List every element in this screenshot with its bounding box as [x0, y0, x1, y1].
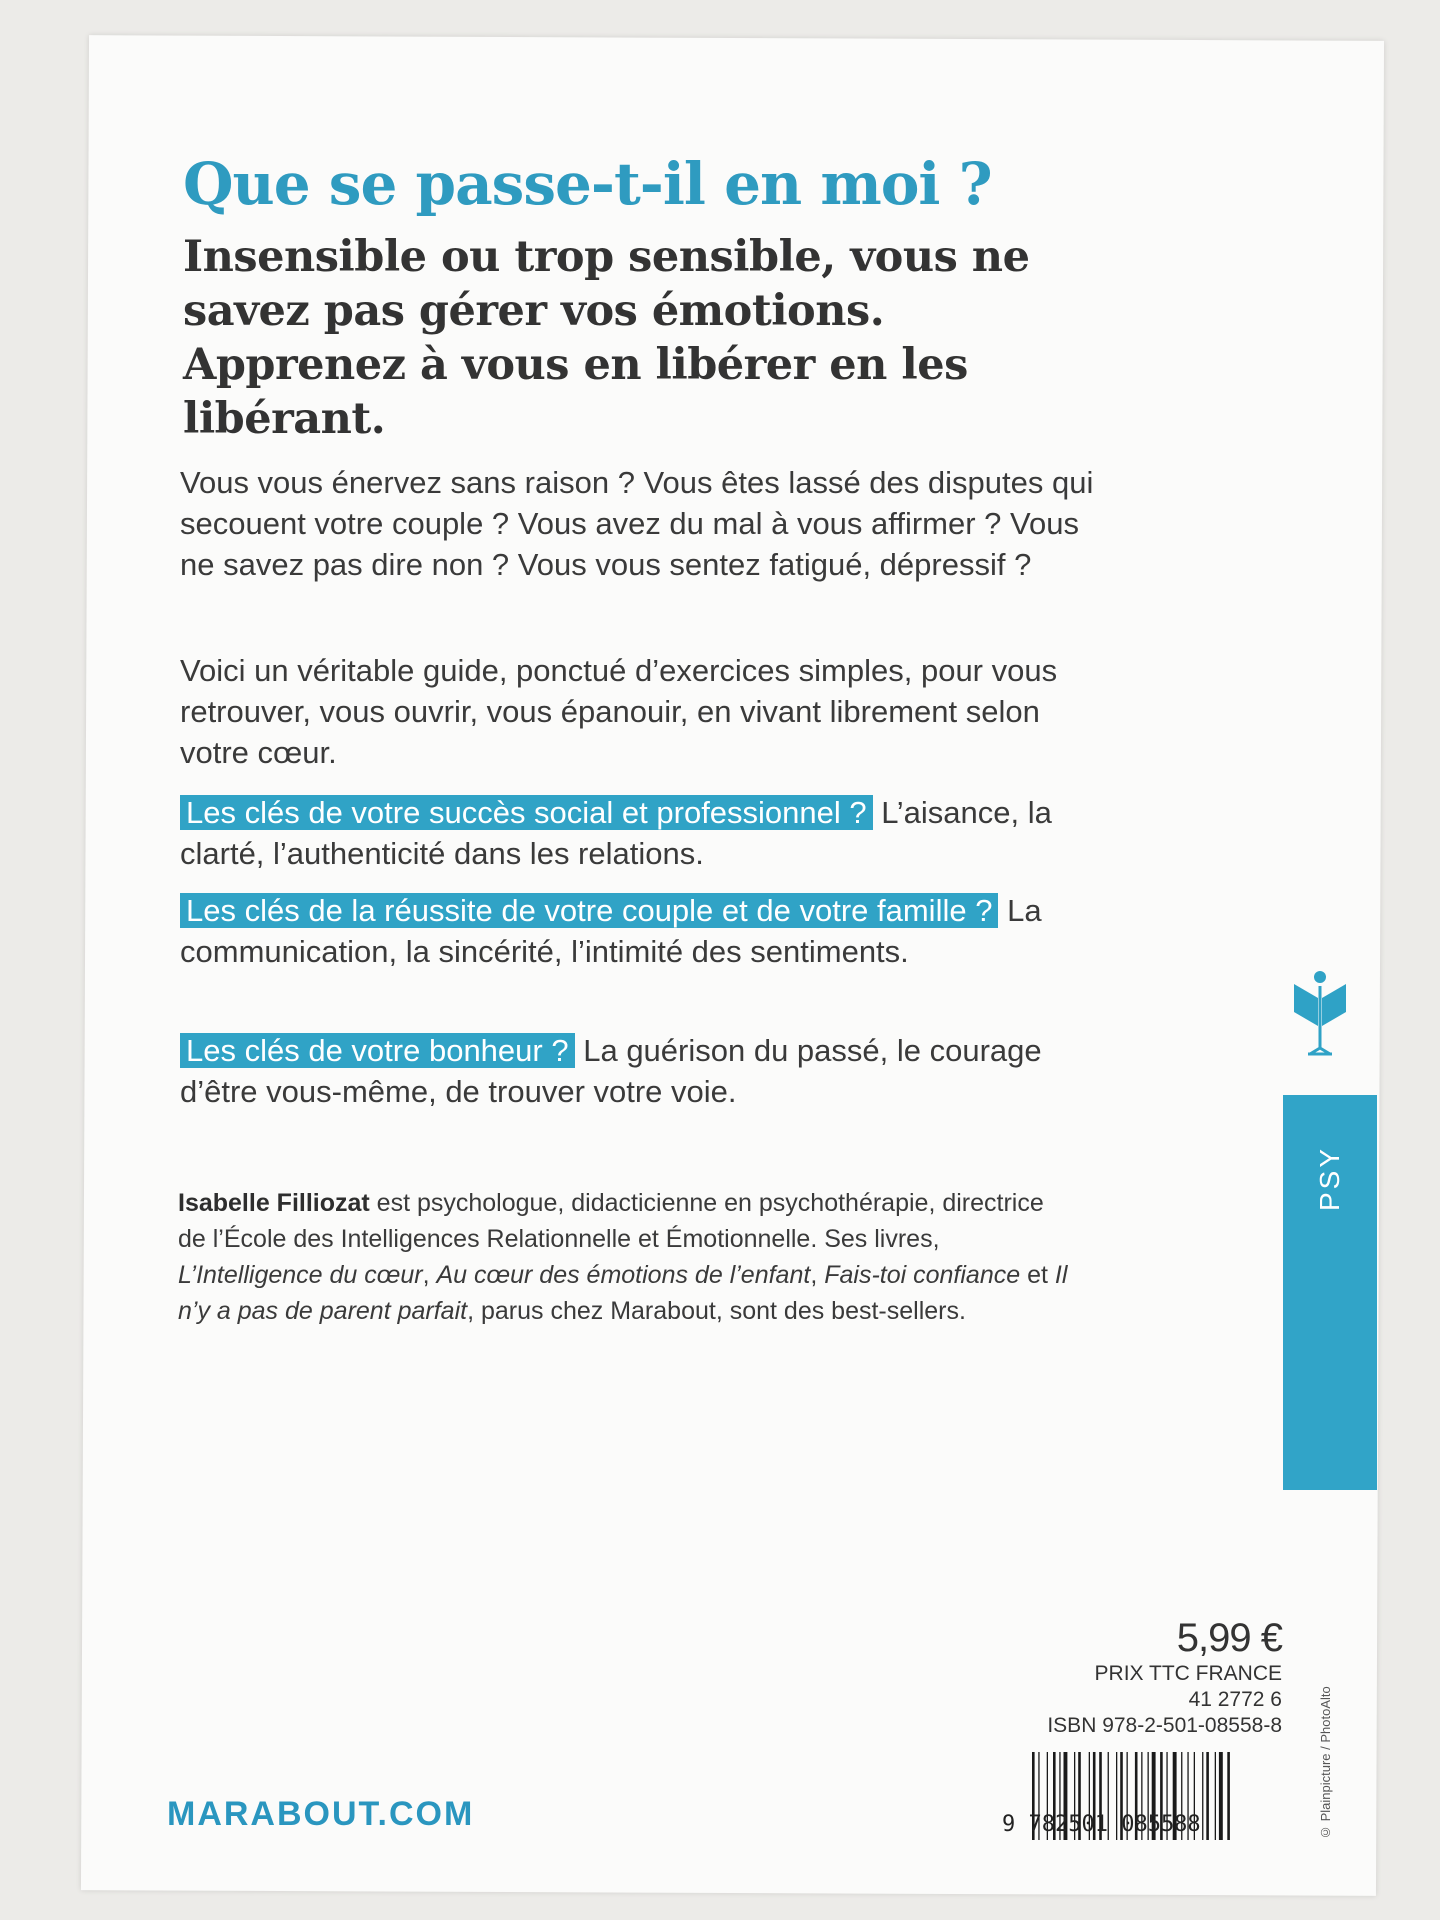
key-highlight: Les clés de votre bonheur ?	[180, 1033, 575, 1068]
guide-paragraph: Voici un véritable guide, ponctué d’exercices simples, pour vous retrouver, vous ouvrir, vous épanouir, en vivant librement selon votre cœur.	[180, 653, 1058, 770]
barcode-digits: 9 782501 085588	[1002, 1812, 1201, 1837]
marabout-reader-logo-icon	[1292, 968, 1348, 1060]
price-block	[1047, 1615, 1282, 1739]
bio-text: ,	[810, 1261, 825, 1289]
website-link[interactable]: MARABOUT.COM	[167, 1795, 475, 1833]
bio-text: ,	[422, 1261, 437, 1289]
key-item-couple	[180, 890, 1115, 972]
key-highlight: Les clés de la réussite de votre couple et de votre famille ?	[180, 893, 998, 928]
key-text: L’aisance, la clarté, l’authenticité dans les relations.	[180, 795, 1052, 871]
bio-text: et	[1020, 1261, 1055, 1289]
isbn: ISBN 978-2-501-08558-8	[1047, 1714, 1282, 1737]
bio-text: , parus chez Marabout, sont des best-sellers.	[467, 1297, 966, 1325]
category-label: PSY	[1314, 1145, 1345, 1211]
key-text: La communication, la sincérité, l’intimité des sentiments.	[180, 893, 1042, 969]
key-highlight: Les clés de votre succès social et professionnel ?	[180, 795, 873, 830]
subtitle: Insensible ou trop sensible, vous ne savez pas gérer vos émotions. Apprenez à vous en libérer en les libérant.	[183, 232, 1030, 444]
key-item-social	[180, 792, 1115, 874]
book-title: Fais-toi confiance	[824, 1261, 1021, 1289]
photo-credit: © Plainpicture / PhotoAlto	[1318, 1686, 1333, 1840]
key-item-happiness	[180, 1030, 1115, 1112]
price-label: PRIX TTC FRANCE	[1094, 1662, 1282, 1685]
reference-code: 41 2772 6	[1188, 1688, 1282, 1711]
book-title: Il n’y a pas de parent parfait	[178, 1261, 1068, 1325]
price: 5,99 €	[1176, 1616, 1282, 1660]
book-title: L’Intelligence du cœur	[178, 1261, 423, 1289]
intro-paragraph: Vous vous énervez sans raison ? Vous êtes lassé des disputes qui secouent votre couple ? Vous avez du mal à vous affirmer ? Vous ne savez pas dire non ? Vous vous sentez fatigué, dépressif ?	[180, 465, 1094, 582]
author-name: Isabelle Filliozat	[178, 1189, 370, 1217]
bio-text: est psychologue, didacticienne en psychothérapie, directrice de l’École des Intelligences Relationnelle et Émotionnelle. Ses livres,	[178, 1189, 1044, 1253]
book-title: Au cœur des émotions de l’enfant	[436, 1261, 811, 1289]
key-text: La guérison du passé, le courage d’être vous-même, de trouver votre voie.	[180, 1033, 1042, 1109]
author-bio	[178, 1185, 1078, 1329]
page-title: Que se passe-t-il en moi ?	[183, 150, 992, 218]
